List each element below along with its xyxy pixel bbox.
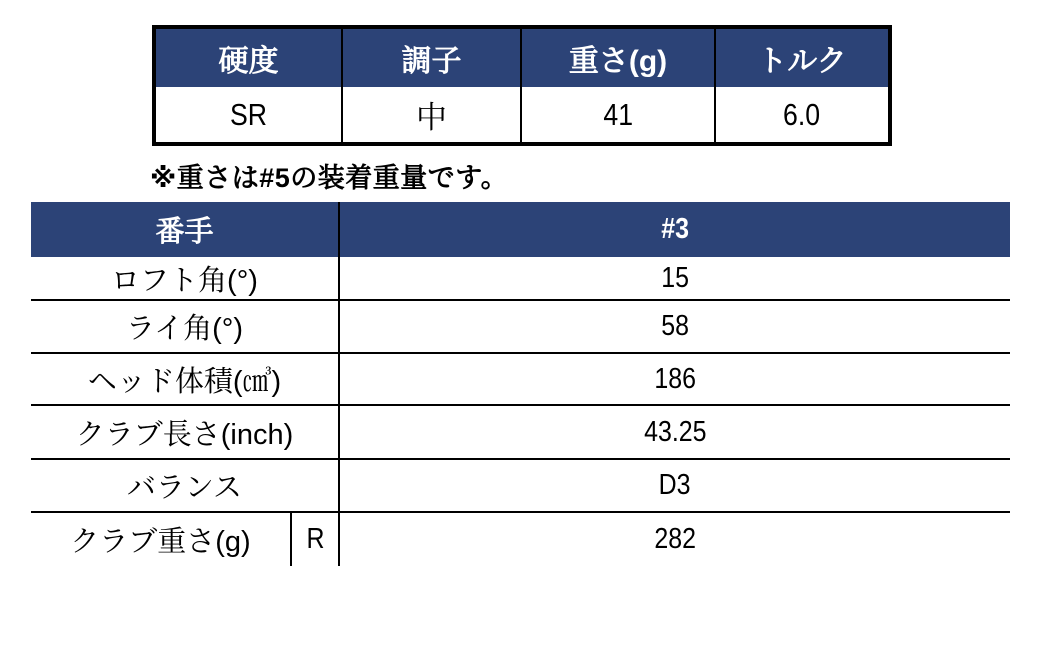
row-loft-value [338, 257, 1010, 299]
header-torque: トルク [714, 29, 888, 87]
row-lie [31, 301, 1010, 354]
row-loft-label: ロフト角(°) [111, 264, 258, 297]
row-head-volume-label: ヘッド体積(㎤) [87, 365, 282, 398]
shaft-spec-table [152, 25, 892, 146]
row-club-weight-value [338, 513, 1010, 566]
row-lie-label: ライ角(°) [125, 313, 244, 345]
row-head-volume-value-text: 186 [654, 362, 696, 395]
club-detail-table [31, 202, 1010, 566]
weight-footnote: ※重さは#5の装着重量です。 [150, 163, 509, 193]
row-club-weight-label: クラブ重さ(g) [70, 526, 251, 558]
row-club-length-value-text: 43.25 [643, 415, 707, 448]
row-balance-value [338, 460, 1010, 511]
shaft-spec-value-row [156, 87, 888, 142]
header-club-number-value [338, 202, 1010, 257]
row-club-weight-flex-text: R [305, 523, 325, 555]
row-club-length-label: クラブ長さ(inch) [75, 418, 294, 451]
header-club-number: 番手 [155, 216, 214, 248]
row-club-weight [31, 513, 1010, 566]
row-club-length [31, 406, 1010, 460]
value-torque-text: 6.0 [783, 96, 821, 132]
row-head-volume-value [338, 354, 1010, 404]
header-kickpoint: 調子 [341, 29, 520, 87]
shaft-spec-header-row [156, 29, 888, 87]
value-hardness [156, 87, 341, 142]
header-hardness: 硬度 [218, 45, 279, 78]
row-club-weight-value-text: 282 [654, 523, 696, 555]
value-hardness-text: SR [229, 96, 268, 132]
value-kickpoint [341, 87, 520, 142]
value-weight-text: 41 [603, 96, 633, 132]
header-club-number-text: #3 [661, 213, 689, 245]
value-torque [714, 87, 888, 142]
row-loft-value-text: 15 [661, 261, 689, 294]
header-weight: 重さ(g) [520, 29, 714, 87]
row-lie-value-text: 58 [661, 310, 689, 342]
row-balance-label: バランス [126, 472, 243, 504]
row-head-volume [31, 354, 1010, 406]
row-balance [31, 460, 1010, 513]
row-lie-value [338, 301, 1010, 352]
row-club-weight-flex [290, 513, 338, 566]
row-balance-value-text: D3 [659, 469, 691, 501]
value-weight [520, 87, 714, 142]
row-club-length-value [338, 406, 1010, 458]
row-loft [31, 257, 1010, 301]
value-kickpoint-text: 中 [416, 100, 447, 135]
detail-header-row [31, 202, 1010, 257]
